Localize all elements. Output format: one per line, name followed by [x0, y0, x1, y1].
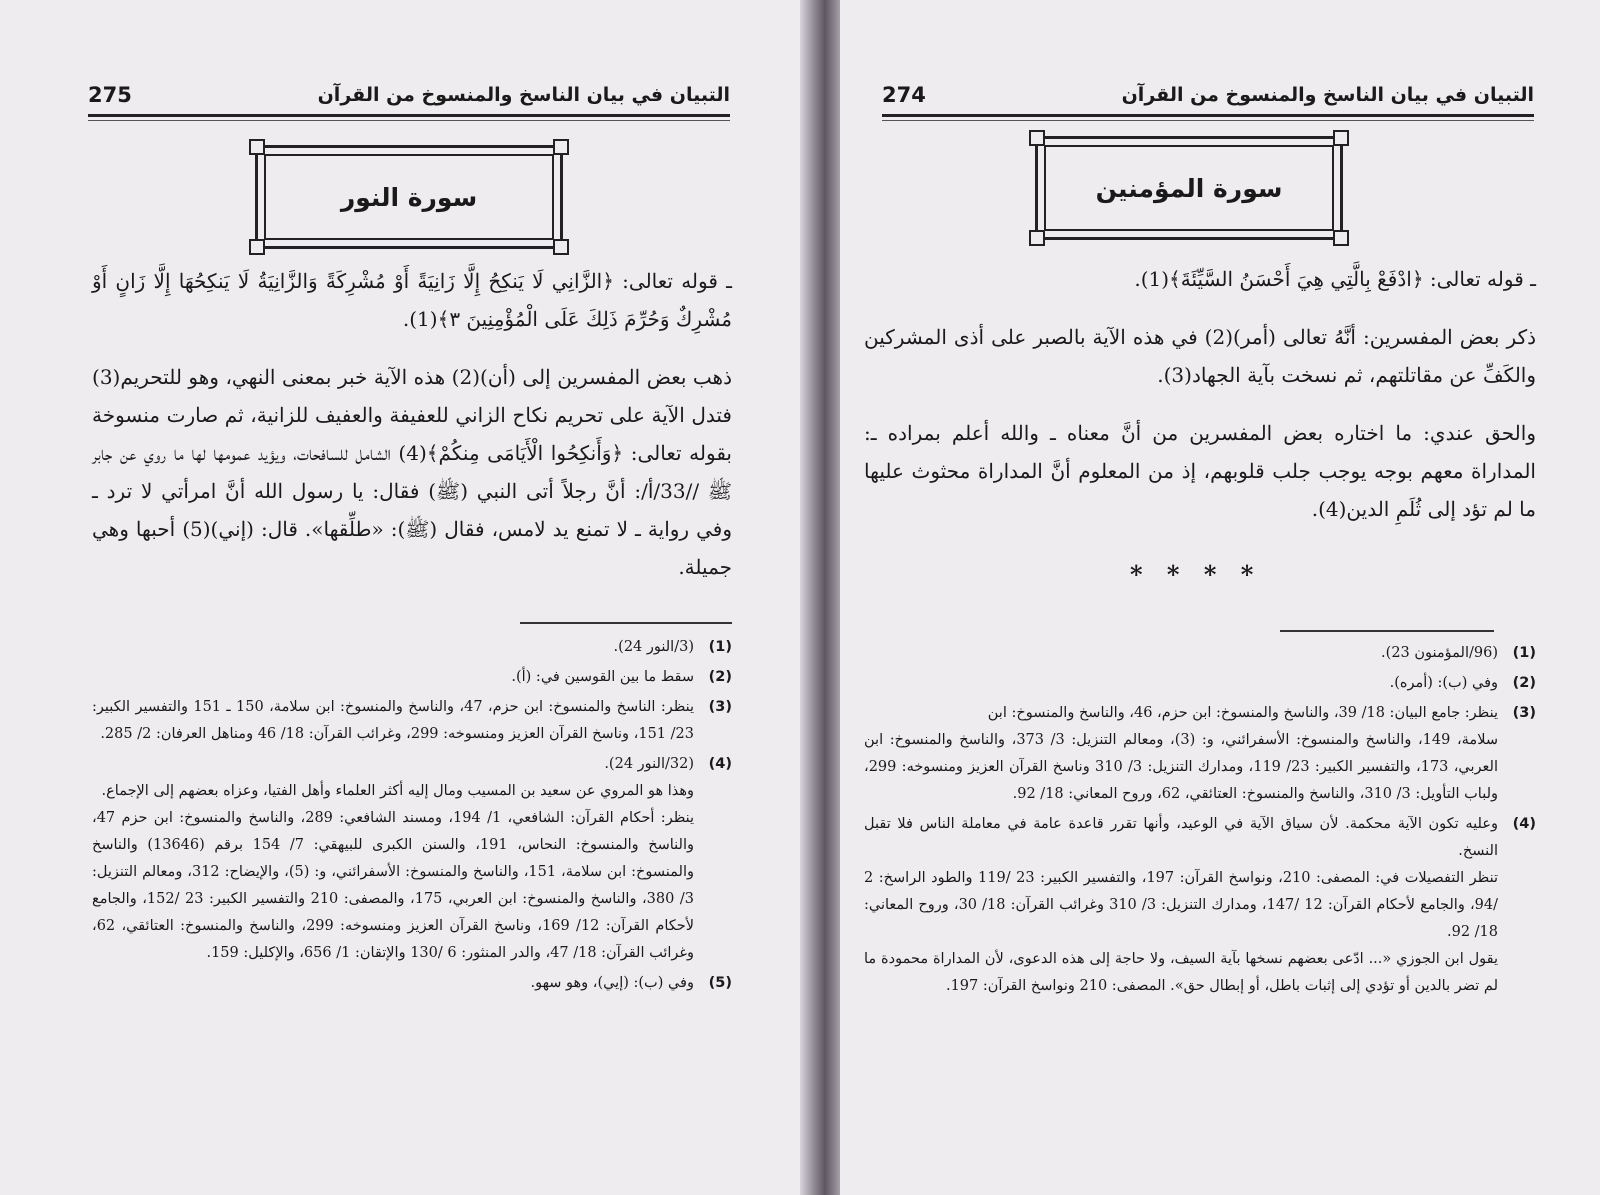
footnote-text: (3/النور 24).	[613, 639, 694, 655]
footnote-text: تنظر التفصيلات في: المصفى: 210، ونواسخ القرآن: 197، والتفسير الكبير: 23 /119 والطود الراسخ: 2 /94، والجامع لأحكام القرآن: 12 /147، ومدارك التنزيل: 3/ 310 وغرائب القرآن: 18/ 30، وروح المعاني: 18/ 92.	[864, 870, 1498, 940]
header-divider	[88, 120, 730, 121]
page-header	[88, 76, 730, 117]
footnote-number: (5)	[708, 975, 732, 991]
page-274	[840, 0, 1600, 1195]
footnote-text: وفي (ب): (إيي)، وهو سهو.	[530, 975, 694, 991]
footnote-number: (3)	[708, 699, 732, 715]
footnote	[92, 634, 732, 661]
page-number: 274	[882, 83, 926, 107]
footnote-number: (3)	[1512, 705, 1536, 721]
main-text	[864, 260, 1536, 548]
footnote-number: (4)	[1512, 816, 1536, 832]
footnote	[92, 751, 732, 967]
section-separator-stars: * * * *	[1130, 560, 1262, 589]
page-header	[882, 76, 1534, 117]
footnote-text: ينظر: جامع البيان: 18/ 39، والناسخ والمنسوخ: ابن حزم، 46، والناسخ والمنسوخ: ابن	[987, 705, 1498, 721]
running-title: التبيان في بيان الناسخ والمنسوخ من القرآن	[1121, 84, 1534, 106]
footnote	[864, 640, 1536, 667]
commentary-paragraph: ذهب بعض المفسرين إلى (أن)(2) هذه الآية خبر بمعنى النهي، وهو للتحريم(3) فتدل الآية على تحريم نكاح الزاني للعفيفة والعفيف للزانية، ثم صارت منسوخة بقوله تعالى: ﴿وَأَنكِحُوا الْأَيَامَى مِنكُمْ﴾(4) الشامل للسافحات، ويؤيد عمومها لها ما روي عن جابر ﷺ //33/أ/: أنَّ رجلاً أتى النبي (ﷺ) فقال: يا رسول الله أنَّ امرأتي لا ترد ـ وفي رواية ـ لا تمنع يد لامس، فقال (ﷺ): «طلِّقها». قال: (إني)(5) أحبها وهي جميلة.	[92, 365, 733, 579]
footnote	[92, 694, 732, 748]
footnote	[864, 700, 1536, 808]
surah-title-frame	[255, 145, 563, 249]
footnotes	[864, 640, 1536, 1003]
footnote-text: ينظر: الناسخ والمنسوخ: ابن حزم، 47، والناسخ والمنسوخ: ابن سلامة، 150 ـ 151 والتفسير الكبير: 23/ 151، وناسخ القرآن العزيز ومنسوخه: 299، وغرائب القرآن: 18/ 46 ومناهل العرفان: 2/ 285.	[92, 699, 695, 742]
footnote-text: وهذا هو المروي عن سعيد بن المسيب ومال إليه أكثر العلماء وأهل الفتيا، وعزاه بعضهم إلى الإجماع.	[101, 783, 694, 799]
commentary-paragraph: ذكر بعض المفسرين: أنَّهُ تعالى (أمر)(2) في هذه الآية بالصبر على أذى المشركين والكَفِّ عن مقاتلتهم، ثم نسخت بآية الجهاد(3).	[864, 325, 1536, 387]
surah-title: سورة المؤمنين	[1044, 145, 1334, 231]
footnote-number: (1)	[708, 639, 732, 655]
footnote-text: سقط ما بين القوسين في: (أ).	[511, 669, 694, 685]
commentary-paragraph: والحق عندي: ما اختاره بعض المفسرين من أنَّ معناه ـ والله أعلم بمراده ـ: المداراة معهم بوجه يوجب جلب قلوبهم، إذ من المعلوم أنَّ المداراة محثوث عليها ما لم تؤد إلى ثُلَمِ الدين(4).	[864, 421, 1536, 521]
running-title: التبيان في بيان الناسخ والمنسوخ من القرآن	[317, 84, 730, 106]
footnote-number: (1)	[1512, 645, 1536, 661]
footnote-number: (2)	[708, 669, 732, 685]
footnote	[864, 670, 1536, 697]
footnote-text: سلامة، 149، والناسخ والمنسوخ: الأسفرائني، و: (3)، ومعالم التنزيل: 3/ 373، والناسخ والمنسوخ: ابن العربي، 173، والتفسير الكبير: 23/ 119، ومدارك التنزيل: 3/ 310 وناسخ القرآن العزيز ومنسوخه: 299، ولباب التأويل: 3/ 310، والناسخ والمنسوخ: العتائقي، 62، وروح المعاني: 18/ 92.	[864, 732, 1499, 802]
footnote-divider	[520, 622, 732, 624]
verse-paragraph: ـ قوله تعالى: ﴿الزَّانِي لَا يَنكِحُ إِلَّا زَانِيَةً أَوْ مُشْرِكَةً وَالزَّانِيَةُ لَا يَنكِحُهَا إِلَّا زَانٍ أَوْ مُشْرِكٌ وَحُرِّمَ ذَلِكَ عَلَى الْمُؤْمِنِينَ ٣﴾(1).	[92, 269, 732, 331]
footnote-number: (2)	[1512, 675, 1536, 691]
main-text	[92, 262, 732, 606]
surah-title: سورة النور	[264, 154, 554, 240]
page-number: 275	[88, 83, 132, 107]
footnote	[864, 811, 1536, 1000]
footnote-text: وفي (ب): (أمره).	[1389, 675, 1498, 691]
footnote-text: (32/النور 24).	[604, 756, 694, 772]
footnote	[92, 970, 732, 997]
header-divider	[882, 120, 1534, 121]
footnote-text: (96/المؤمنون 23).	[1381, 645, 1498, 661]
surah-title-frame	[1035, 136, 1343, 240]
footnote-text: ينظر: أحكام القرآن: الشافعي، 1/ 194، ومسند الشافعي: 289، والناسخ والمنسوخ: ابن حزم 47، والناسخ والمنسوخ: النحاس، 191، والسنن الكبرى للبيهقي: 7/ 154 برقم (13646) والناسخ والمنسوخ: ابن سلامة، 151، والناسخ والمنسوخ: الأسفرائني، و: (5)، والإيضاح: 312، ومعالم التنزيل: 3/ 380، والناسخ والمنسوخ: ابن العربي، 175، والمصفى: 210 والتفسير الكبير: 23 /152، والجامع لأحكام القرآن: 12/ 169، وناسخ القرآن العزيز ومنسوخه: 299، والناسخ والمنسوخ: العتائقي، 62، وغرائب القرآن: 18/ 47، والدر المنثور: 6 /130 والإتقان: 1/ 656، والإكليل: 159.	[92, 810, 695, 961]
footnote	[92, 664, 732, 691]
footnote-text: يقول ابن الجوزي «... ادّعى بعضهم نسخها بآية السيف، ولا حاجة إلى هذه الدعوى، لأن المداراة محمودة ما لم تضر بالدين أو تؤدي إلى إثبات باطل، أو إبطال حق». المصفى: 210 ونواسخ القرآن: 197.	[864, 951, 1498, 994]
footnotes	[92, 634, 732, 1000]
footnote-number: (4)	[708, 756, 732, 772]
footnote-divider	[1280, 630, 1494, 632]
verse-paragraph: ـ قوله تعالى: ﴿ادْفَعْ بِالَّتِي هِيَ أَحْسَنُ السَّيِّئَةَ﴾(1).	[1134, 267, 1536, 291]
footnote-text: وعليه تكون الآية محكمة. لأن سياق الآية في الوعيد، وأنها تقرر قاعدة عامة في معاملة الناس فلا تقبل النسخ.	[864, 816, 1498, 859]
